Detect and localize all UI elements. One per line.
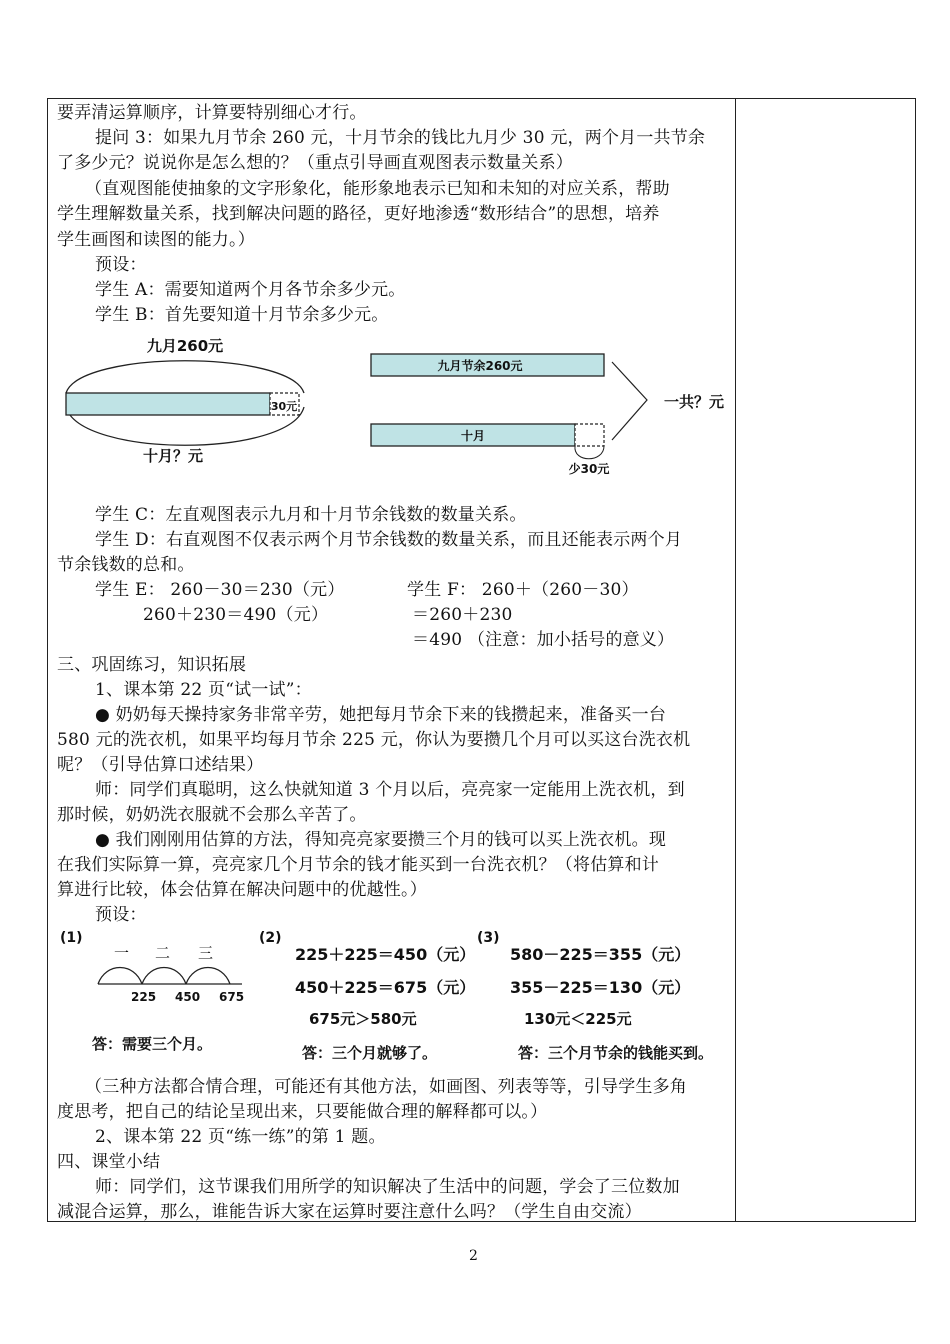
method-3-compare: 130元＜225元 bbox=[524, 1010, 632, 1028]
total-bracket bbox=[612, 362, 647, 440]
bullet-line: ● 奶奶每天操持家务非常辛劳，她把每月节余下来的钱攒起来，准备买一台 bbox=[95, 705, 667, 725]
text-line: 2、课本第 22 页“练一练”的第 1 题。 bbox=[95, 1127, 386, 1147]
method-2-eq1: 225＋225＝450（元） bbox=[295, 945, 476, 964]
method-3-eq2: 355－225＝130（元） bbox=[510, 978, 691, 997]
text-line: 节余钱数的总和。 bbox=[57, 555, 195, 575]
section-heading: 四、课堂小结 bbox=[57, 1152, 161, 1172]
text-line: 算进行比较，体会估算在解决问题中的优越性。） bbox=[57, 880, 427, 900]
calc-line: ＝260＋230 bbox=[412, 605, 513, 625]
text-line: 学生理解数量关系，找到解决问题的路径，更好地渗透“数形结合”的思想，培养 bbox=[57, 204, 660, 224]
method-1-answer: 答：需要三个月。 bbox=[92, 1035, 213, 1053]
text-line: 在我们实际算一算，亮亮家几个月节余的钱才能买到一台洗衣机？（将估算和计 bbox=[57, 855, 659, 875]
preset-label: 预设： bbox=[95, 255, 147, 275]
student-a: 学生 A：需要知道两个月各节余多少元。 bbox=[95, 280, 406, 300]
month-label: 二 bbox=[155, 944, 171, 962]
arc-2 bbox=[142, 968, 186, 985]
tick-label: 225 bbox=[131, 990, 157, 1004]
calc-line: 260＋230＝490（元） bbox=[143, 605, 329, 625]
calc-line: ＝490 （注意：加小括号的意义） bbox=[412, 630, 675, 650]
method-2-marker: (2) bbox=[259, 930, 282, 946]
diff-label: 30元 bbox=[270, 400, 298, 413]
arc-3 bbox=[186, 968, 230, 985]
top-brace bbox=[66, 361, 304, 393]
diagram-top-label: 九月260元 bbox=[146, 337, 224, 355]
text-line: 要弄清运算顺序，计算要特别细心才行。 bbox=[57, 103, 367, 123]
bar2-label: 十月 bbox=[460, 429, 486, 443]
method-3-answer: 答：三个月节余的钱能买到。 bbox=[518, 1044, 714, 1062]
text-line: 呢？（引导估算口述结果） bbox=[57, 755, 264, 775]
tick-label: 675 bbox=[219, 990, 245, 1004]
text-line: 度思考，把自己的结论呈现出来，只要能做合理的解释都可以。） bbox=[57, 1102, 548, 1122]
bar1-label: 九月节余260元 bbox=[437, 359, 523, 373]
table-column-divider bbox=[735, 98, 736, 1222]
text-line: 师：同学们真聪明，这么快就知道 3 个月以后，亮亮家一定能用上洗衣机，到 bbox=[95, 780, 685, 800]
text-line: 那时候，奶奶洗衣服就不会那么辛苦了。 bbox=[57, 805, 367, 825]
left-bar-diagram bbox=[60, 330, 320, 470]
section-heading: 三、巩固练习，知识拓展 bbox=[57, 655, 247, 675]
text-line: 了多少元？说说你是怎么想的？（重点引导画直观图表示数量关系） bbox=[57, 153, 573, 173]
month-label: 一 bbox=[114, 944, 130, 962]
arc-1 bbox=[98, 968, 142, 985]
diff-label: 少30元 bbox=[568, 462, 610, 476]
difference-box bbox=[575, 424, 604, 446]
tick-label: 450 bbox=[175, 990, 201, 1004]
student-d: 学生 D：右直观图不仅表示两个月节余钱数的数量关系，而且还能表示两个月 bbox=[95, 530, 683, 550]
method-1-marker: (1) bbox=[60, 930, 83, 946]
bullet-line: ● 我们刚刚用估算的方法，得知亮亮家要攒三个月的钱可以买上洗衣机。现 bbox=[95, 830, 667, 850]
method-2-eq2: 450＋225＝675（元） bbox=[295, 978, 476, 997]
text-line: 1、课本第 22 页“试一试”： bbox=[95, 680, 312, 700]
diff-brace bbox=[575, 446, 604, 459]
text-line: （直观图能使抽象的文字形象化，能形象地表示已知和未知的对应关系，帮助 bbox=[85, 179, 670, 199]
text-line: 580 元的洗衣机，如果平均每月节余 225 元，你认为要攒几个月可以买这台洗衣机 bbox=[57, 730, 691, 750]
diagram-bottom-label: 十月？元 bbox=[142, 447, 204, 465]
student-c: 学生 C：左直观图表示九月和十月节余钱数的数量关系。 bbox=[95, 505, 527, 525]
page-number: 2 bbox=[469, 1248, 478, 1264]
student-e: 学生 E： 260－30＝230（元） bbox=[95, 580, 345, 600]
method-3-eq1: 580－225＝355（元） bbox=[510, 945, 691, 964]
text-line: 学生画图和读图的能力。） bbox=[57, 230, 255, 250]
method-2-compare: 675元＞580元 bbox=[309, 1010, 417, 1028]
total-label: 一共？元 bbox=[663, 393, 725, 411]
right-bar-diagram bbox=[365, 345, 735, 480]
method-3-marker: (3) bbox=[477, 930, 500, 946]
question-3: 提问 3：如果九月节余 260 元，十月节余的钱比九月少 30 元，两个月一共节余 bbox=[95, 128, 706, 148]
text-line: 减混合运算，那么，谁能告诉大家在运算时要注意什么吗？（学生自由交流） bbox=[57, 1202, 642, 1222]
month-label: 三 bbox=[198, 944, 214, 962]
september-bar bbox=[66, 393, 270, 415]
text-line: （三种方法都合情合理，可能还有其他方法，如画图、列表等等，引导学生多角 bbox=[85, 1077, 687, 1097]
preset-label: 预设： bbox=[95, 905, 147, 925]
method-2-answer: 答：三个月就够了。 bbox=[302, 1044, 438, 1062]
student-b: 学生 B：首先要知道十月节余多少元。 bbox=[95, 305, 389, 325]
text-line: 师：同学们，这节课我们用所学的知识解决了生活中的问题，学会了三位数加 bbox=[95, 1177, 680, 1197]
student-f: 学生 F： 260＋（260－30） bbox=[407, 580, 639, 600]
